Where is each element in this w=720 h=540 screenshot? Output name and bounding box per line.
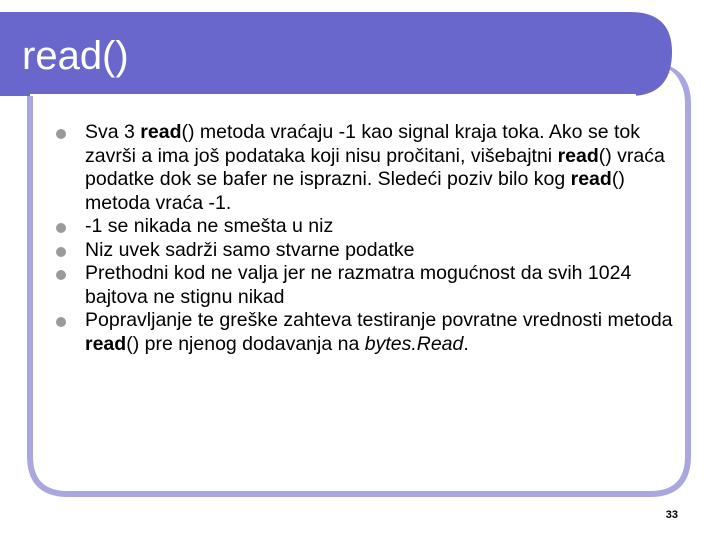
bullet-dot-icon [56, 270, 66, 280]
bullet-text-segment: () pre njenog dodavanja na [126, 332, 365, 355]
bullet-dot-icon [56, 317, 66, 327]
bullet-text-segment: read [570, 168, 612, 190]
bullet-text-segment: Prethodni kod ne valja jer ne razmatra mogućnost da svih 1024 bajtova ne stignu nikad [85, 262, 632, 308]
bullet-text-segment: . [463, 332, 469, 355]
bullet-item [56, 215, 676, 239]
bullet-text-segment: read [557, 144, 599, 167]
bullet-text-segment: -1 se nikada ne smešta u niz [85, 215, 334, 237]
bullet-text-segment: () metoda vraćaju -1 kao signal kraja toka. Ako se tok završi a ima još podataka koji nisu pročitani, višebajtni [85, 121, 640, 167]
bullet-dot-icon [56, 129, 66, 139]
bullet-item [56, 309, 676, 356]
bullet-text-segment: () vraća podatke dok se bafer ne isprazni. Sledeći poziv bilo kog [85, 144, 665, 190]
bullet-dot-icon [56, 247, 66, 257]
bullet-text-segment: bytes.Read [364, 332, 464, 355]
bullet-item [56, 239, 676, 263]
bullet-text-segment: read [85, 332, 127, 355]
bullet-list [56, 121, 676, 356]
bullet-text-segment: Popravljanje te greške zahteva testiranje povratne vrednosti metoda [85, 309, 673, 331]
slide-title: read() [22, 34, 129, 78]
bullet-text-segment: Sva 3 [85, 121, 141, 143]
bullet-item [56, 121, 676, 215]
bullet-text-segment: read [140, 121, 182, 143]
bullet-text-segment: () metoda vraća -1. [85, 168, 625, 214]
bullet-dot-icon [56, 223, 66, 233]
bullet-item [56, 262, 676, 309]
bullet-text-segment: Niz uvek sadrži samo stvarne podatke [85, 238, 415, 261]
page-number: 33 [665, 509, 678, 521]
